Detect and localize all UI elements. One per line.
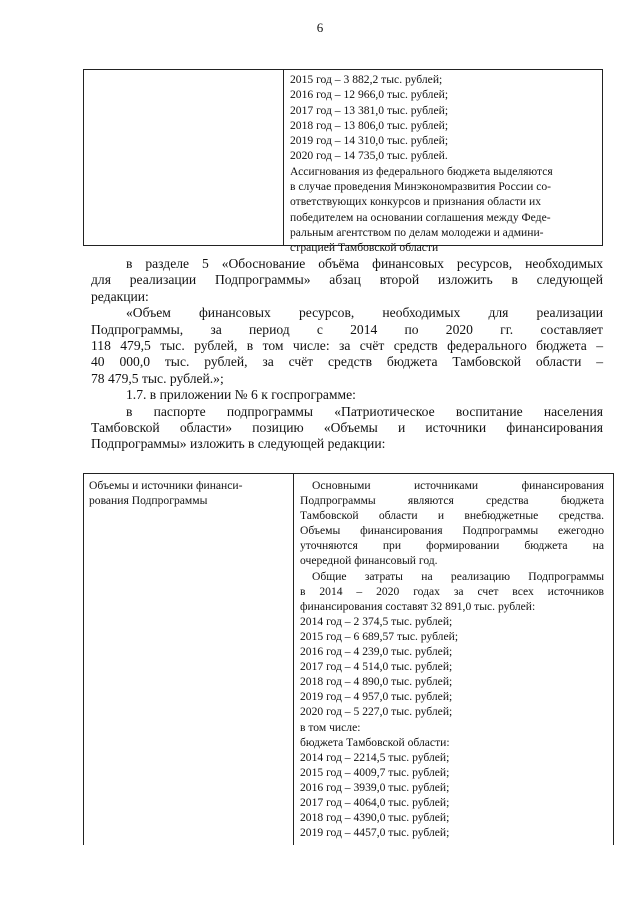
year-amount-line: 2020 год – 14 735,0 тыс. рублей.: [290, 149, 448, 163]
note-line: в случае проведения Минэкономразвития России со-: [290, 180, 552, 194]
year-amount-line: 2015 год – 6 689,57 тыс. рублей;: [300, 629, 459, 643]
note-line: Ассигнования из федерального бюджета выделяются: [290, 164, 553, 178]
year-amount-line: 2014 год – 2214,5 тыс. рублей;: [300, 750, 450, 764]
paragraph-line: Тамбовской области» позицию «Объемы и источники финансирования: [91, 420, 603, 436]
funding-table-continued: [83, 69, 603, 255]
year-amount-line: 2020 год – 5 227,0 тыс. рублей;: [300, 705, 453, 719]
text-line: Тамбовской области и внебюджетные средства.: [300, 509, 604, 523]
text-line: Основными источниками финансирования: [312, 479, 604, 492]
year-amount-line: 2019 год – 14 310,0 тыс. рублей;: [290, 134, 449, 148]
paragraph-line: в паспорте подпрограммы «Патриотическое воспитание населения: [126, 403, 603, 419]
paragraph-line: 1.7. в приложении № 6 к госпрограмме:: [126, 387, 356, 403]
text-line: в 2014 – 2020 годах за счет всех источников: [300, 584, 604, 598]
page-number: 6: [316, 20, 324, 35]
paragraph-line: «Объем финансовых ресурсов, необходимых для реализации: [126, 305, 603, 321]
year-amount-line: 2015 год – 3 882,2 тыс. рублей;: [290, 73, 443, 86]
year-amount-line: 2014 год – 2 374,5 тыс. рублей;: [300, 614, 453, 628]
table-column-divider: [293, 474, 294, 845]
paragraph-line: в разделе 5 «Обоснование объёма финансовых ресурсов, необходимых: [126, 256, 603, 271]
table-right-cell: [300, 478, 604, 840]
table-column-divider: [283, 70, 284, 245]
year-amount-line: 2019 год – 4 957,0 тыс. рублей;: [300, 690, 453, 704]
year-amount-line: 2018 год – 13 806,0 тыс. рублей;: [290, 118, 449, 132]
paragraph-line: Подпрограммы» изложить в следующей редакции:: [91, 436, 386, 452]
year-amount-line: 2016 год – 4 239,0 тыс. рублей;: [300, 645, 453, 659]
document-body: [91, 256, 603, 453]
note-line: победителем на основании соглашения между Феде-: [290, 210, 551, 224]
note-line: ральным агентством по делам молодежи и админи-: [290, 225, 544, 239]
paragraph-line: 118 479,5 тыс. рублей, в том числе: за счёт средств федерального бюджета –: [91, 338, 603, 354]
year-amount-line: 2018 год – 4390,0 тыс. рублей;: [300, 811, 450, 825]
year-amount-line: 2017 год – 13 381,0 тыс. рублей;: [290, 103, 449, 117]
year-amount-line: 2017 год – 4 514,0 тыс. рублей;: [300, 660, 453, 674]
text-line: очередной финансовый год.: [300, 554, 438, 568]
table-left-cell: [89, 478, 285, 508]
year-amount-line: 2016 год – 3939,0 тыс. рублей;: [300, 780, 450, 794]
paragraph-line: 78 479,5 тыс. рублей.»;: [91, 370, 224, 386]
year-amount-line: 2016 год – 12 966,0 тыс. рублей;: [290, 88, 449, 102]
row-heading-line: рования Подпрограммы: [89, 494, 208, 507]
paragraph-line: редакции:: [91, 288, 149, 304]
row-heading-line: Объемы и источники финанси-: [89, 479, 243, 492]
year-amount-line: 2015 год – 4009,7 тыс. рублей;: [300, 765, 450, 779]
paragraph-line: Подпрограммы, за период с 2014 по 2020 гг. составляет: [91, 321, 603, 337]
text-line: финансирования составят 32 891,0 тыс. рублей:: [300, 599, 536, 613]
text-line: Подпрограммы являются средства бюджета: [300, 494, 604, 508]
text-line: Общие затраты на реализацию Подпрограммы: [312, 569, 604, 583]
paragraph-line: для реализации Подпрограммы» абзац второй изложить в следующей: [91, 272, 603, 288]
year-amount-line: 2019 год – 4457,0 тыс. рублей;: [300, 826, 450, 840]
table-right-cell: [290, 72, 592, 256]
text-line: Объемы финансирования Подпрограммы ежегодно: [300, 524, 604, 538]
paragraph-line: 40 000,0 тыс. рублей, за счёт средств бюджета Тамбовской области –: [91, 354, 603, 370]
note-line: ответствующих конкурсов и признания области их: [290, 195, 542, 209]
year-amount-line: 2018 год – 4 890,0 тыс. рублей;: [300, 675, 453, 689]
passport-table: [83, 473, 614, 845]
text-line: бюджета Тамбовской области:: [300, 735, 450, 749]
text-line: уточняются при формировании бюджета на: [300, 539, 604, 553]
text-line: в том числе:: [300, 720, 361, 734]
note-line: страцией Тамбовской области: [290, 241, 439, 255]
year-amount-line: 2017 год – 4064,0 тыс. рублей;: [300, 795, 450, 809]
